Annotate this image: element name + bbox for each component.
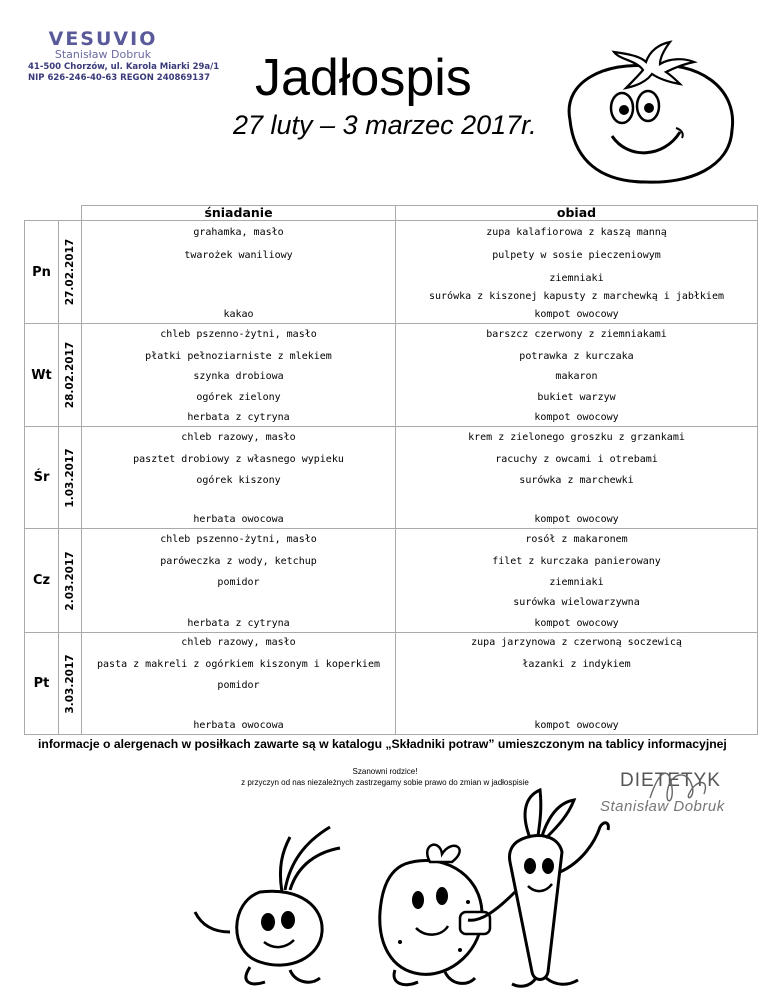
day-date: 3.03.2017 [64,653,76,714]
dinner-item: zupa jarzynowa z czerwoną soczewicą [471,637,682,648]
dinner-cell [396,529,758,633]
notice-text: z przyczyn od nas niezależnych zastrzegamy sobie prawo do zmian w jadłospisie [241,778,529,787]
breakfast-item: kakao [223,309,254,320]
breakfast-item: ogórek zielony [196,392,281,403]
day-row-thursday [25,529,758,633]
breakfast-item: chleb razowy, masło [181,432,296,443]
breakfast-item: chleb razowy, masło [181,637,296,648]
breakfast-item: herbata owocowa [193,514,284,525]
breakfast-item: herbata z cytryna [187,618,290,629]
dinner-item: racuchy z owcami i otrebami [495,454,658,465]
day-date: 27.02.2017 [64,238,76,306]
page-subtitle: 27 luty – 3 marzec 2017r. [233,110,537,140]
dinner-item: makaron [555,371,598,382]
company-stamp [28,28,220,83]
dinner-item: pulpety w sosie pieczeniowym [492,250,661,261]
dinner-item: potrawka z kurczaka [519,351,634,362]
stamp-brand: VESUVIO [48,28,158,50]
carrot-icon [468,790,608,986]
breakfast-item: grahamka, masło [193,227,284,238]
day-date: 1.03.2017 [64,447,76,508]
dinner-cell [396,633,758,735]
breakfast-cell [82,633,396,735]
day-row-tuesday [25,324,758,427]
day-label: Wt [25,324,59,427]
breakfast-item: pomidor [217,680,260,691]
breakfast-item: chleb pszenno-żytni, masło [160,329,317,340]
breakfast-item: ogórek kiszony [196,475,281,486]
day-label: Śr [25,427,59,529]
dinner-item: ziemniaki [549,577,604,588]
day-date: 28.02.2017 [64,341,76,409]
breakfast-cell [82,221,396,324]
dinner-item: kompot owocowy [534,618,619,629]
header-breakfast: śniadanie [82,206,396,221]
day-label: Cz [25,529,59,633]
tomato-illustration [548,40,748,190]
dinner-item: łazanki z indykiem [522,659,631,670]
dinner-item: zupa kalafiorowa z kaszą manną [486,227,667,238]
dinner-item: kompot owocowy [534,309,619,320]
breakfast-item: pasztet drobiowy z własnego wypieku [133,454,344,465]
dinner-cell [396,324,758,427]
breakfast-cell [82,427,396,529]
page-title: Jadłospis [255,49,472,107]
stamp-owner: Stanisław Dobruk [54,48,152,61]
day-label: Pt [25,633,59,735]
stamp-address: 41-500 Chorzów, ul. Karola Miarki 29a/1 [28,62,220,72]
dinner-item: surówka wielowarzywna [513,597,640,608]
day-row-wednesday [25,427,758,529]
day-row-friday [25,633,758,735]
breakfast-item: twarożek waniliowy [184,250,293,261]
vegetables-illustration [190,782,750,992]
breakfast-item: chleb pszenno-żytni, masło [160,534,317,545]
dinner-item: surówka z kiszonej kapusty z marchewką i jabłkiem [428,291,724,302]
day-date: 2.03.2017 [64,550,76,611]
breakfast-cell [82,529,396,633]
breakfast-item: płatki pełnoziarniste z mlekiem [145,351,332,362]
dinner-item: surówka z marchewki [519,475,634,486]
breakfast-cell [82,324,396,427]
breakfast-item: pomidor [217,577,260,588]
dinner-item: kompot owocowy [534,412,619,423]
dinner-cell [396,221,758,324]
dinner-item: krem z zielonego groszku z grzankami [468,432,685,443]
breakfast-item: herbata owocowa [193,720,284,731]
breakfast-item: herbata z cytryna [187,412,290,423]
day-row-monday [25,221,758,324]
potato-icon [380,845,490,985]
dinner-item: barszcz czerwony z ziemniakami [486,329,667,340]
day-label: Pn [25,221,59,324]
header-dinner: obiad [396,206,758,221]
breakfast-item: szynka drobiowa [193,371,284,382]
breakfast-item: pasta z makreli z ogórkiem kiszonym i koperkiem [97,659,380,670]
menu-table [24,205,758,735]
dinner-item: kompot owocowy [534,514,619,525]
dinner-item: rosół z makaronem [525,534,628,545]
dinner-item: ziemniaki [549,273,604,284]
dinner-item: bukiet warzyw [537,392,616,403]
breakfast-item: paróweczka z wody, ketchup [160,556,317,567]
signature-role: DIETETYK [620,770,721,791]
dinner-item: kompot owocowy [534,720,619,731]
stamp-ids: NIP 626-246-40-63 REGON 240869137 [28,73,211,83]
notice-greeting: Szanowni rodzice! [352,767,418,776]
dinner-item: filet z kurczaka panierowany [492,556,661,567]
allergen-note: informacje o alergenach w posiłkach zawarte są w katalogu „Składniki potraw” umieszczonym na tablicy informacyjnej [38,737,727,751]
signature-name: Stanisław Dobruk [600,798,725,815]
dinner-cell [396,427,758,529]
onion-icon [195,827,340,984]
